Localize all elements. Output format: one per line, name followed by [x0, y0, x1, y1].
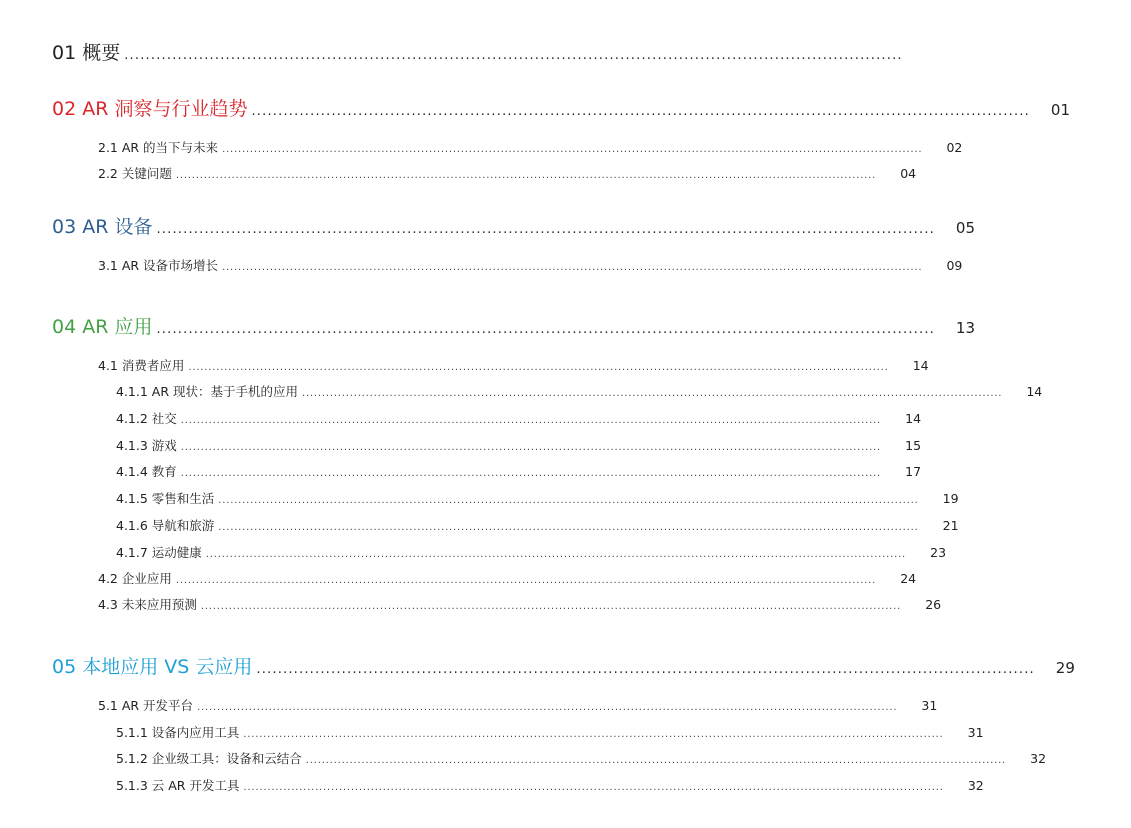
toc-title: 5.1.2 企业级工具：设备和云结合: [116, 751, 302, 766]
dot-leader: ................................................................................................................................................................................: [200, 601, 902, 612]
toc-page-number: 13: [955, 319, 975, 337]
toc-page-number: 32: [1030, 751, 1047, 766]
dot-leader: ................................................................................................................................................................................: [222, 144, 923, 155]
toc-page-number: 02: [946, 140, 963, 155]
toc-title: 4.3 未来应用预测: [98, 597, 197, 612]
dot-leader: ..................................................................................................................................................: [124, 48, 903, 63]
toc-entry-4-1-6[interactable]: [0, 516, 959, 534]
toc-entry-4-1-2[interactable]: [0, 409, 922, 427]
dot-leader: ................................................................................................................................................................................: [180, 468, 882, 479]
toc-title: 4.1.3 游戏: [116, 438, 177, 453]
toc-title: 4.1.2 社交: [116, 411, 177, 426]
toc-page-number: 05: [955, 219, 975, 237]
toc-page-number: 19: [942, 491, 959, 506]
toc-title: 4.1.7 运动健康: [116, 545, 202, 560]
dot-leader: ................................................................................................................................................................................: [243, 782, 944, 793]
dot-leader: ................................................................................................................................................................................: [302, 388, 1003, 399]
toc-page-number: 31: [921, 698, 938, 713]
toc-page-number: 23: [930, 545, 947, 560]
toc-entry-2-1[interactable]: [0, 138, 963, 156]
toc-title: 4.2 企业应用: [98, 571, 172, 586]
toc-title: 3.1 AR 设备市场增长: [98, 258, 219, 273]
dot-leader: ................................................................................................................................................................................: [218, 495, 919, 506]
toc-title: 2.1 AR 的当下与未来: [98, 140, 219, 155]
toc-entry-4-1-7[interactable]: [0, 543, 947, 561]
toc-page-number: 26: [925, 597, 942, 612]
toc-page-number: 29: [1055, 659, 1075, 677]
toc-entry-5-1[interactable]: [0, 696, 938, 714]
toc-entry-4-1-3[interactable]: [0, 436, 922, 454]
toc-entry-03[interactable]: [0, 212, 975, 239]
dot-leader: ................................................................................................................................................................................: [180, 415, 882, 426]
dot-leader: ................................................................................................................................................................................: [197, 702, 898, 713]
toc-entry-4-3[interactable]: [0, 595, 942, 613]
dot-leader: ................................................................................................................................................................................: [175, 575, 877, 586]
toc-entry-4-1-5[interactable]: [0, 489, 959, 507]
toc-title: 01 概要: [52, 42, 121, 64]
dot-leader: ................................................................................................................................................................................: [222, 262, 923, 273]
toc-entry-4-2[interactable]: [0, 569, 917, 587]
toc-entry-4-1-4[interactable]: [0, 462, 922, 480]
toc-page-number: 14: [912, 358, 929, 373]
toc-entry-01[interactable]: [0, 38, 903, 65]
toc-entry-5-1-2[interactable]: [0, 749, 1047, 767]
toc-title: 4.1.6 导航和旅游: [116, 518, 215, 533]
toc-page-number: 04: [900, 166, 917, 181]
toc-title: 5.1.3 云 AR 开发工具: [116, 778, 240, 793]
toc-page-number: 14: [905, 411, 922, 426]
toc-page-number: 24: [900, 571, 917, 586]
toc-entry-2-2[interactable]: [0, 164, 917, 182]
dot-leader: ................................................................................................................................................................................: [305, 755, 1007, 766]
toc-entry-04[interactable]: [0, 312, 975, 339]
toc-entry-05[interactable]: [0, 652, 1075, 679]
toc-entry-4-1[interactable]: [0, 356, 929, 374]
toc-entry-5-1-1[interactable]: [0, 723, 984, 741]
dot-leader: ................................................................................................................................................................................: [218, 522, 919, 533]
toc-entry-3-1[interactable]: [0, 256, 963, 274]
toc-title: 4.1 消费者应用: [98, 358, 185, 373]
toc-title: 03 AR 设备: [52, 216, 153, 238]
toc-title: 4.1.5 零售和生活: [116, 491, 215, 506]
toc-title: 4.1.1 AR 现状：基于手机的应用: [116, 384, 298, 399]
toc-title: 5.1.1 设备内应用工具: [116, 725, 240, 740]
toc-entry-5-1-3[interactable]: [0, 776, 984, 794]
dot-leader: ................................................................................................................................................................................: [175, 170, 877, 181]
toc-title: 02 AR 洞察与行业趋势: [52, 98, 248, 120]
toc-entry-02[interactable]: [0, 94, 1070, 121]
toc-page-number: 14: [1026, 384, 1043, 399]
toc-entry-4-1-1[interactable]: [0, 382, 1043, 400]
toc-page-number: 15: [905, 438, 922, 453]
toc-title: 4.1.4 教育: [116, 464, 177, 479]
dot-leader: ..................................................................................................................................................: [156, 222, 935, 237]
toc-page-number: 32: [967, 778, 984, 793]
dot-leader: ................................................................................................................................................................................: [180, 442, 882, 453]
toc-page-number: 21: [942, 518, 959, 533]
dot-leader: ..................................................................................................................................................: [251, 104, 1030, 119]
dot-leader: ................................................................................................................................................................................: [205, 549, 907, 560]
toc-page-number: 31: [967, 725, 984, 740]
toc-title: 04 AR 应用: [52, 316, 153, 338]
toc-title: 5.1 AR 开发平台: [98, 698, 194, 713]
toc-title: 05 本地应用 VS 云应用: [52, 656, 253, 678]
dot-leader: ..................................................................................................................................................: [156, 322, 935, 337]
toc-title: 2.2 关键问题: [98, 166, 172, 181]
toc-page-number: 01: [1050, 101, 1070, 119]
dot-leader: ................................................................................................................................................................................: [188, 362, 889, 373]
dot-leader: ................................................................................................................................................................................: [243, 729, 944, 740]
dot-leader: ..................................................................................................................................................: [256, 662, 1035, 677]
toc-page-number: 09: [946, 258, 963, 273]
toc-page-number: 17: [905, 464, 922, 479]
